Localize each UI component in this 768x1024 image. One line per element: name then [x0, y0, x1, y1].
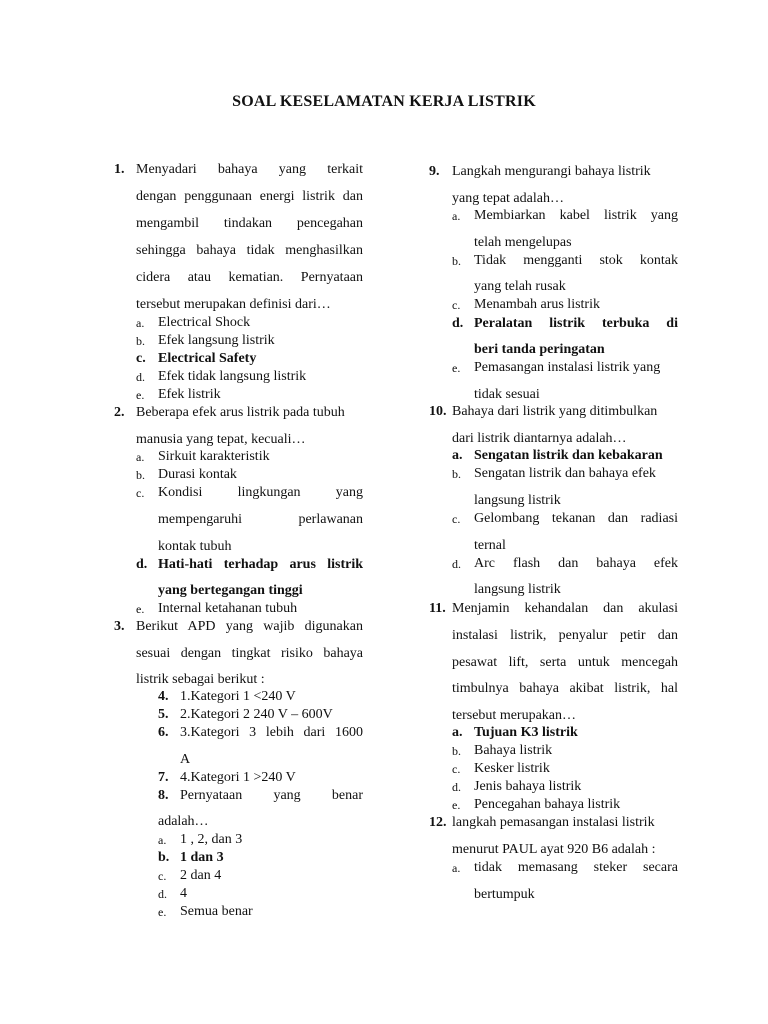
sub-item-number: 6.: [158, 725, 169, 740]
sub-item-text: Pernyataan yang benar: [180, 788, 363, 803]
option-letter: c.: [136, 486, 145, 500]
question-text-line: instalasi listrik, penyalur petir dan: [452, 628, 678, 643]
question-number: 2.: [114, 405, 125, 420]
option-text: Internal ketahanan tubuh: [158, 601, 298, 616]
option-text-line: langsung listrik: [474, 493, 561, 508]
question-number: 3.: [114, 619, 125, 634]
option-text: 1 , 2, dan 3: [180, 832, 243, 847]
option-text: Menambah arus listrik: [474, 297, 600, 312]
option-letter: b.: [158, 850, 170, 865]
option-letter: d.: [452, 557, 461, 571]
option-text-line: Kondisi lingkungan yang: [158, 485, 363, 500]
sub-item-text-cont: A: [180, 752, 191, 767]
option-text-line: mempengaruhi perlawanan: [158, 512, 363, 527]
option-text-line: Peralatan listrik terbuka di: [474, 316, 678, 331]
option-letter: a.: [452, 725, 463, 740]
question-text-line: dari listrik diantarnya adalah…: [452, 431, 627, 446]
option-text: Sirkuit karakteristik: [158, 449, 270, 464]
option-text: Pencegahan bahaya listrik: [474, 797, 621, 812]
question-text-line: Berikut APD yang wajib digunakan: [136, 619, 363, 634]
option-text-line: Gelombang tekanan dan radiasi: [474, 511, 678, 526]
option-text: Tujuan K3 listrik: [474, 725, 578, 740]
question-text-line: dengan penggunaan energi listrik dan: [136, 189, 363, 204]
option-letter: d.: [136, 557, 148, 572]
question-text-line: tersebut merupakan definisi dari…: [136, 297, 331, 312]
sub-item-number: 4.: [158, 689, 169, 704]
sub-item-number: 5.: [158, 707, 169, 722]
option-letter: d.: [136, 370, 145, 384]
option-letter: e.: [136, 602, 145, 616]
sub-item-number: 7.: [158, 770, 169, 785]
option-letter: a.: [158, 833, 167, 847]
question-text-line: timbulnya bahaya akibat listrik, hal: [452, 681, 678, 696]
option-text-line: tidak memasang steker secara: [474, 860, 678, 875]
option-text: 2 dan 4: [180, 868, 222, 883]
question-text-line: sehingga bahaya tidak menghasilkan: [136, 243, 363, 258]
option-text: Sengatan listrik dan kebakaran: [474, 448, 663, 463]
option-text: Efek listrik: [158, 387, 221, 402]
question-text-line: Menjamin kehandalan dan akulasi: [452, 601, 678, 616]
option-text-line: telah mengelupas: [474, 235, 572, 250]
option-text-line: Tidak mengganti stok kontak: [474, 253, 678, 268]
question-text-line: mengambil tindakan pencegahan: [136, 216, 363, 231]
question-text-line: Langkah mengurangi bahaya listrik: [452, 164, 651, 179]
question-number: 9.: [429, 164, 440, 179]
question-text-line: pesawat lift, serta untuk mencegah: [452, 655, 678, 670]
option-text-line: yang bertegangan tinggi: [158, 583, 303, 598]
option-text-line: kontak tubuh: [158, 539, 232, 554]
option-letter: e.: [136, 388, 145, 402]
option-letter: c.: [158, 869, 167, 883]
option-letter: b.: [136, 334, 145, 348]
option-text: Bahaya listrik: [474, 743, 553, 758]
question-number: 10.: [429, 404, 447, 419]
option-letter: d.: [452, 316, 464, 331]
question-number: 1.: [114, 162, 125, 177]
question-text-line: tersebut merupakan…: [452, 708, 577, 723]
question-text-line: langkah pemasangan instalasi listrik: [452, 815, 655, 830]
option-letter: b.: [452, 467, 461, 481]
option-letter: b.: [136, 468, 145, 482]
question-text-line: listrik sebagai berikut :: [136, 672, 265, 687]
option-text-line: Arc flash dan bahaya efek: [474, 556, 678, 571]
option-text-line: langsung listrik: [474, 582, 561, 597]
option-text-line: Pemasangan instalasi listrik yang: [474, 360, 661, 375]
option-text: Efek langsung listrik: [158, 333, 275, 348]
sub-item-text: 3.Kategori 3 lebih dari 1600: [180, 725, 363, 740]
question-text-line: Menyadari bahaya yang terkait: [136, 162, 363, 177]
option-letter: b.: [452, 254, 461, 268]
option-letter: c.: [136, 351, 146, 366]
option-text-line: bertumpuk: [474, 887, 535, 902]
option-letter: c.: [452, 512, 461, 526]
sub-item-text: 4.Kategori 1 >240 V: [180, 770, 296, 785]
question-text-line: sesuai dengan tingkat risiko bahaya: [136, 646, 363, 661]
option-text: Kesker listrik: [474, 761, 550, 776]
question-text-line: Bahaya dari listrik yang ditimbulkan: [452, 404, 658, 419]
option-text: 4: [180, 886, 187, 901]
question-number: 11.: [429, 601, 446, 616]
option-letter: e.: [452, 361, 461, 375]
sub-item-text: 1.Kategori 1 <240 V: [180, 689, 296, 704]
option-text-line: Sengatan listrik dan bahaya efek: [474, 466, 656, 481]
option-letter: e.: [452, 798, 461, 812]
option-letter: d.: [158, 887, 167, 901]
option-letter: d.: [452, 780, 461, 794]
option-letter: a.: [136, 450, 145, 464]
question-text-line: manusia yang tepat, kecuali…: [136, 432, 306, 447]
option-letter: b.: [452, 744, 461, 758]
option-text-line: Membiarkan kabel listrik yang: [474, 208, 678, 223]
option-text-line: beri tanda peringatan: [474, 342, 605, 357]
question-text-line: menurut PAUL ayat 920 B6 adalah :: [452, 842, 656, 857]
option-text: 1 dan 3: [180, 850, 224, 865]
option-letter: c.: [452, 298, 461, 312]
sub-item-text: 2.Kategori 2 240 V – 600V: [180, 707, 333, 722]
option-text: Efek tidak langsung listrik: [158, 369, 307, 384]
option-letter: c.: [452, 762, 461, 776]
sub-item-text-cont: adalah…: [158, 814, 209, 829]
option-text: Jenis bahaya listrik: [474, 779, 582, 794]
option-letter: a.: [136, 316, 145, 330]
option-text: Semua benar: [180, 904, 253, 919]
page-title: SOAL KESELAMATAN KERJA LISTRIK: [232, 93, 536, 110]
question-text-line: yang tepat adalah…: [452, 191, 564, 206]
question-number: 12.: [429, 815, 447, 830]
option-text-line: ternal: [474, 538, 506, 553]
option-letter: e.: [158, 905, 167, 919]
sub-item-number: 8.: [158, 788, 169, 803]
option-text-line: tidak sesuai: [474, 387, 540, 402]
option-letter: a.: [452, 448, 463, 463]
option-text: Electrical Shock: [158, 315, 251, 330]
option-text-line: Hati-hati terhadap arus listrik: [158, 557, 363, 572]
option-text: Electrical Safety: [158, 351, 257, 366]
option-text-line: yang telah rusak: [474, 279, 566, 294]
option-letter: a.: [452, 209, 461, 223]
option-text: Durasi kontak: [158, 467, 237, 482]
option-letter: a.: [452, 861, 461, 875]
question-text-line: Beberapa efek arus listrik pada tubuh: [136, 405, 345, 420]
question-text-line: cidera atau kematian. Pernyataan: [136, 270, 363, 285]
